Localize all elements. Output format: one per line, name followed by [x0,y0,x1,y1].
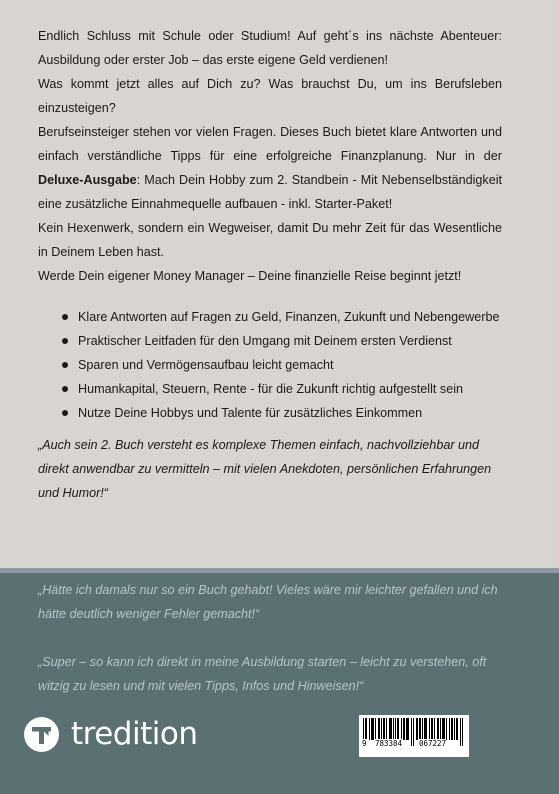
barcode-bar [446,718,447,740]
barcode-bar [440,718,441,740]
barcode-bar [443,718,444,740]
barcode-bar [425,718,426,740]
barcode-bar [401,718,402,740]
barcode-bar [457,718,458,740]
barcode-bar [390,718,391,740]
barcode-bar [431,718,432,740]
barcode-bar [381,718,382,740]
feature-list [38,305,502,425]
barcode-bar [437,718,438,740]
intro-paragraph-3 [38,120,502,216]
barcode-bar [384,718,385,740]
barcode-bar [438,718,439,740]
barcode-bar [413,718,414,746]
barcode-group-left: 783384 [375,739,403,748]
barcode-bar [451,718,452,740]
feature-item: Sparen und Vermögensaufbau leicht gemacht [78,353,502,377]
intro-paragraph-3-start: Berufseinsteiger stehen vor vielen Fragen. Dieses Buch bietet klare Antworten und einfach verständliche Tipps für eine erfolgreiche Finanzplanung. Nur in der [38,125,502,163]
barcode-bar [420,718,421,740]
barcode-bar [407,718,408,740]
barcode-bar [395,718,396,740]
barcode-bar [393,718,394,740]
feature-item: Klare Antworten auf Fragen zu Geld, Finanzen, Zukunft und Nebengewerbe [78,305,502,329]
barcode-bar [444,718,445,740]
barcode-bar [389,718,390,740]
barcode-bar [422,718,423,740]
barcode-bar [429,718,430,740]
barcode-bar [391,718,392,740]
reader-quote-1: „Hätte ich damals nur so ein Buch gehabt! Vieles wäre mir leichter gefallen und ich hätte deutlich weniger Fehler gemacht!“ [38,583,498,621]
intro-paragraph-3-end: : Mach Dein Hobby zum 2. Standbein - Mit Nebenselbständigkeit eine zusätzliche Einnahmequelle aufbauen - inkl. Starter-Paket! [38,173,502,211]
barcode-bar [460,718,461,746]
barcode-bar [411,718,412,746]
barcode-digit-first: 9 [362,739,367,748]
barcode-bar [398,718,399,740]
barcode-bar [373,718,374,740]
barcode-bar [419,718,420,740]
lower-panel [0,573,559,794]
barcode-bar [462,718,463,746]
publisher-name: tredition [71,716,198,752]
barcode-bar [454,718,455,740]
barcode-bar [452,718,453,740]
barcode-bar [379,718,380,740]
publisher-logo [24,715,197,753]
barcode-bar [403,718,404,740]
barcode-bar [372,718,373,740]
barcode-bar [371,718,372,740]
barcode-bar [426,718,427,740]
intro-paragraph-4: Kein Hexenwerk, sondern ein Wegweiser, damit Du mehr Zeit für das Wesentliche in Deinem Leben hast. [38,221,502,259]
barcode-group-right: 067227 [419,739,447,748]
feature-item: Praktischer Leitfaden für den Umgang mit Deinem ersten Verdienst [78,329,502,353]
barcode-bar [383,718,384,740]
barcode-bars [359,715,469,757]
barcode-bar [375,718,376,740]
barcode-bar [442,718,443,740]
reader-quote-2: „Super – so kann ich direkt in meine Ausbildung starten – leicht zu verstehen, oft witzig zu lesen und mit vielen Tipps, Infos und Hinweisen!“ [38,655,487,693]
barcode-bar [404,718,405,740]
barcode-bar [449,718,450,740]
feature-item: Nutze Deine Hobbys und Talente für zusätzliches Einkommen [78,401,502,425]
barcode-bar [366,718,367,740]
intro-paragraph-2: Was kommt jetzt alles auf Dich zu? Was brauchst Du, um ins Berufsleben einzusteigen? [38,77,502,115]
back-cover-text [38,24,502,505]
isbn-barcode [359,715,469,757]
intro-paragraph-5: Werde Dein eigener Money Manager – Deine finanzielle Reise beginnt jetzt! [38,269,462,283]
barcode-bar [406,718,407,740]
barcode-bar [397,718,398,740]
barcode-bar [416,718,417,740]
barcode-bar [456,718,457,740]
feature-item: Humankapital, Steuern, Rente - für die Zukunft richtig aufgestellt sein [78,377,502,401]
review-quote-top: „Auch sein 2. Buch versteht es komplexe Themen einfach, nachvollziehbar und direkt anwendbar zu vermitteln – mit vielen Anekdoten, persönlichen Erfahrungen und Humor!“ [38,438,492,500]
barcode-bar [386,718,387,740]
deluxe-edition-label: Deluxe-Ausgabe [38,173,137,187]
barcode-bar [424,718,425,740]
tredition-t-icon [24,717,59,752]
barcode-bar [408,718,409,740]
barcode-bar [417,718,418,740]
intro-paragraph-1: Endlich Schluss mit Schule oder Studium! Auf geht´s ins nächste Abenteuer: Ausbildung oder erster Job – das erste eigene Geld verdienen! [38,29,502,67]
barcode-bar [369,718,370,740]
barcode-bar [378,718,379,740]
barcode-bar [432,718,433,740]
barcode-bar [434,718,435,740]
